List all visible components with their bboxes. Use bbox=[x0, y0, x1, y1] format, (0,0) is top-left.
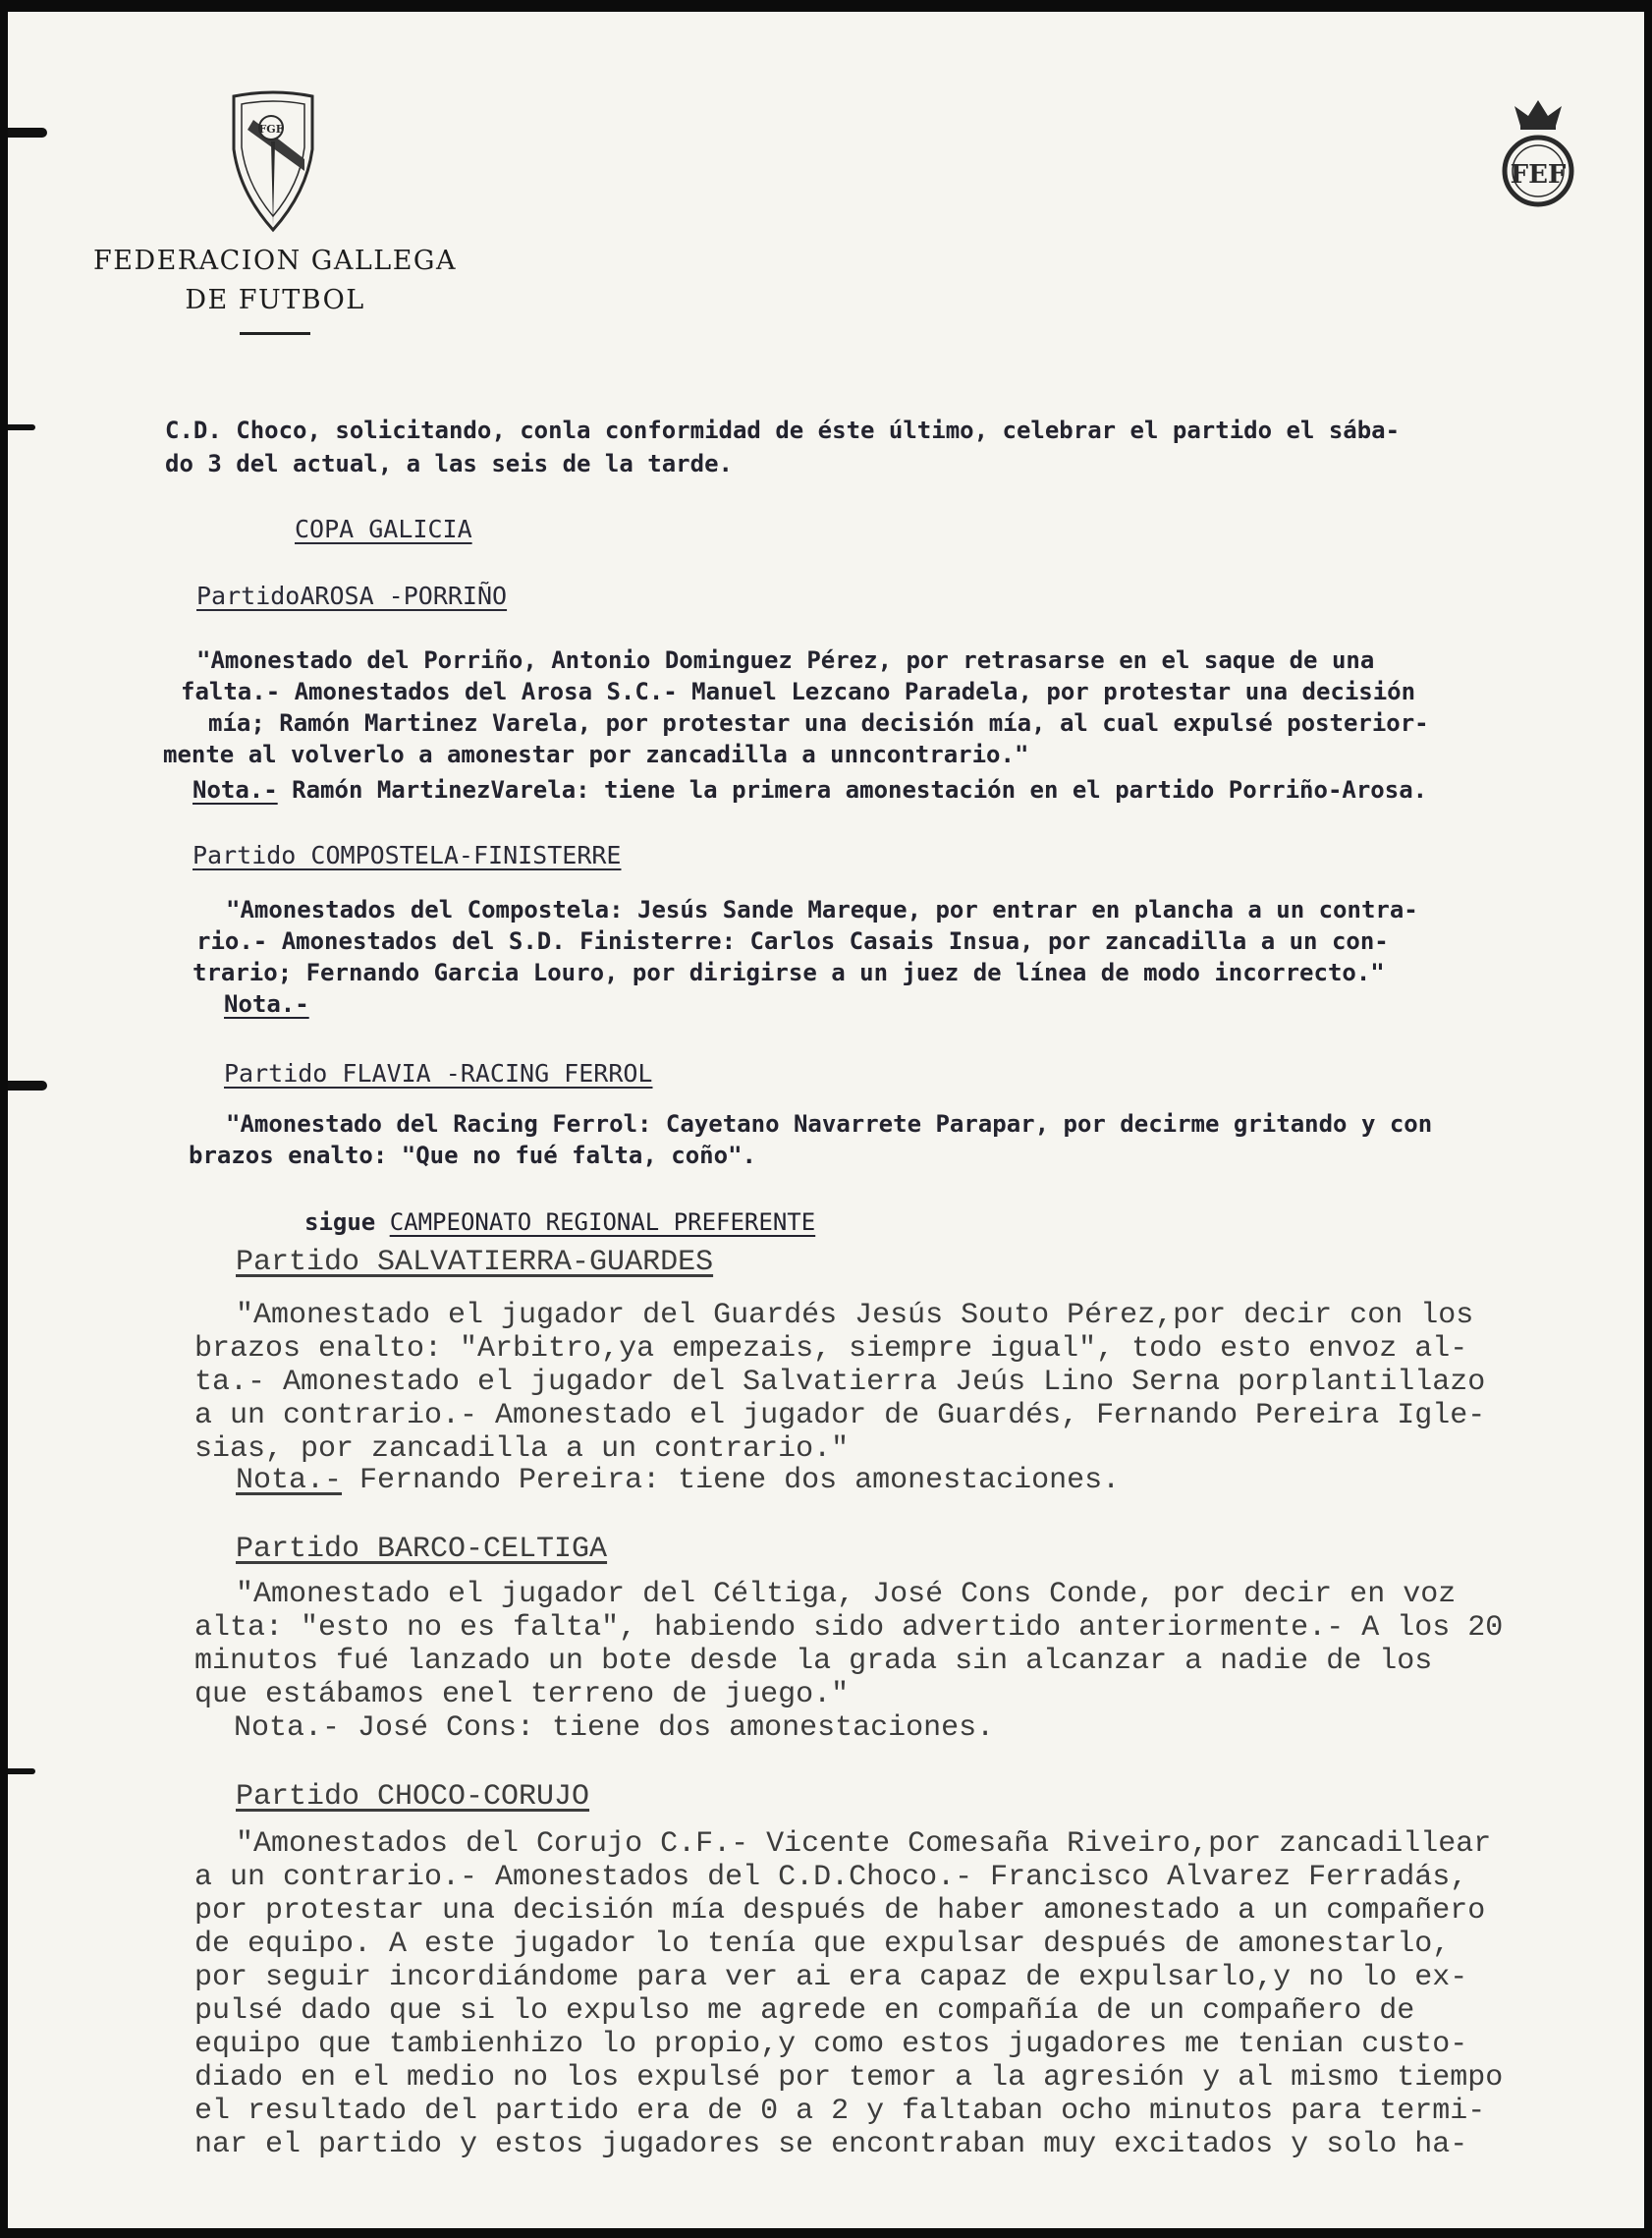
regional-heading-line bbox=[304, 1208, 815, 1236]
report-line: "Amonestado el jugador del Céltiga, José Cons Conde, por decir en voz bbox=[236, 1578, 1457, 1611]
nota-compostela-finisterre: Nota.- bbox=[224, 990, 309, 1018]
report-line: mía; Ramón Martinez Varela, por protestar una decisión mía, al cual expulsé posterior- bbox=[208, 709, 1429, 737]
report-line: trario; Fernando Garcia Louro, por dirigirse a un juez de línea de modo incorrecto." bbox=[193, 959, 1385, 986]
report-line: sias, por zancadilla a un contrario." bbox=[194, 1432, 850, 1466]
report-line: nar el partido y estos jugadores se encontraban muy excitados y solo ha- bbox=[194, 2128, 1468, 2161]
rfef-crowned-crest-icon bbox=[1493, 96, 1583, 216]
nota-salvatierra-guardes bbox=[236, 1464, 1120, 1497]
report-line: por seguir incordiándome para ver ai era capaz de expulsarlo,y no lo ex- bbox=[194, 1961, 1468, 1994]
federation-name-line2: DE FUTBOL bbox=[185, 285, 365, 315]
nota-arosa-porrino bbox=[193, 776, 1427, 804]
document-page bbox=[8, 12, 1644, 2228]
right-crest-monogram: FEF bbox=[1510, 160, 1567, 190]
report-line: equipo que tambienhizo lo propio,y como estos jugadores me tenian custo- bbox=[194, 2028, 1468, 2061]
report-line: pulsé dado que si lo expulso me agrede en compañía de un compañero de bbox=[194, 1994, 1415, 2028]
match-title-barco-celtiga: Partido BARCO-CELTIGA bbox=[236, 1533, 608, 1566]
regional-heading: CAMPEONATO REGIONAL PREFERENTE bbox=[389, 1208, 816, 1236]
report-line: mente al volverlo a amonestar por zancadilla a unncontrario." bbox=[163, 741, 1029, 768]
report-line: alta: "esto no es falta", habiendo sido advertido anteriormente.- A los 20 bbox=[194, 1611, 1504, 1645]
report-line: falta.- Amonestados del Arosa S.C.- Manuel Lezcano Paradela, por protestar una decisión bbox=[181, 678, 1416, 705]
report-line: de equipo. A este jugador lo tenía que expulsar después de amonestarlo, bbox=[194, 1928, 1451, 1961]
binder-hole-2 bbox=[8, 1081, 47, 1091]
report-line: a un contrario.- Amonestados del C.D.Choco.- Francisco Alvarez Ferradás, bbox=[194, 1861, 1468, 1894]
match-title-flavia-racing: Partido FLAVIA -RACING FERROL bbox=[224, 1059, 653, 1088]
report-line: brazos enalto: "Arbitro,ya empezais, siempre igual", todo esto envoz al- bbox=[194, 1332, 1468, 1366]
regional-prefix: sigue bbox=[304, 1208, 390, 1236]
federation-name-line1: FEDERACION GALLEGA bbox=[93, 246, 457, 276]
match-title-choco-corujo: Partido CHOCO-CORUJO bbox=[236, 1780, 590, 1814]
nota-label: Nota.- bbox=[193, 776, 278, 804]
federacion-gallega-crest-icon bbox=[228, 90, 318, 238]
binder-notch-1 bbox=[8, 424, 35, 430]
report-line: "Amonestados del Compostela: Jesús Sande Mareque, por entrar en plancha a un contra- bbox=[226, 896, 1418, 923]
report-line: por protestar una decisión mía después de haber amonestado a un compañero bbox=[194, 1894, 1486, 1928]
report-line: ta.- Amonestado el jugador del Salvatierra Jeús Lino Serna porplantillazo bbox=[194, 1366, 1486, 1399]
report-line: el resultado del partido era de 0 a 2 y faltaban ocho minutos para termi- bbox=[194, 2095, 1486, 2128]
binder-notch-2 bbox=[8, 1768, 35, 1774]
report-line: a un contrario.- Amonestado el jugador de Guardés, Fernando Pereira Igle- bbox=[194, 1399, 1486, 1432]
report-line: brazos enalto: "Que no fué falta, coño". bbox=[189, 1142, 756, 1169]
match-title-arosa-porrino: PartidoAROSA -PORRIÑO bbox=[196, 582, 508, 610]
header-divider bbox=[240, 332, 310, 335]
report-line: diado en el medio no los expulsé por temor a la agresión y al mismo tiempo bbox=[194, 2061, 1504, 2095]
report-line: rio.- Amonestados del S.D. Finisterre: Carlos Casais Insua, por zancadilla a un con- bbox=[196, 927, 1389, 955]
left-crest-monogram: FGF bbox=[258, 123, 284, 136]
match-title-salvatierra-guardes: Partido SALVATIERRA-GUARDES bbox=[236, 1246, 714, 1279]
binder-hole-1 bbox=[8, 128, 47, 138]
report-line: "Amonestado del Racing Ferrol: Cayetano Navarrete Parapar, por decirme gritando y con bbox=[226, 1110, 1433, 1138]
report-line: "Amonestado del Porriño, Antonio Dominguez Pérez, por retrasarse en el saque de una bbox=[196, 646, 1375, 674]
nota-text: Ramón MartinezVarela: tiene la primera amonestación en el partido Porriño-Arosa. bbox=[277, 776, 1428, 804]
nota-barco-celtiga: Nota.- José Cons: tiene dos amonestaciones. bbox=[234, 1711, 995, 1745]
nota-label: Nota.- bbox=[236, 1464, 343, 1497]
intro-line-2: do 3 del actual, a las seis de la tarde. bbox=[165, 450, 733, 477]
report-line: "Amonestados del Corujo C.F.- Vicente Comesaña Riveiro,por zancadillear bbox=[236, 1827, 1492, 1861]
intro-line-1: C.D. Choco, solicitando, conla conformidad de éste último, celebrar el partido el sába- bbox=[165, 417, 1401, 444]
report-line: "Amonestado el jugador del Guardés Jesús Souto Pérez,por decir con los bbox=[236, 1299, 1474, 1332]
copa-galicia-heading: COPA GALICIA bbox=[295, 515, 472, 543]
nota-text: Fernando Pereira: tiene dos amonestaciones. bbox=[342, 1464, 1121, 1497]
report-line: que estábamos enel terreno de juego." bbox=[194, 1678, 850, 1711]
match-title-compostela-finisterre: Partido COMPOSTELA-FINISTERRE bbox=[193, 841, 622, 869]
report-line: minutos fué lanzado un bote desde la grada sin alcanzar a nadie de los bbox=[194, 1645, 1433, 1678]
